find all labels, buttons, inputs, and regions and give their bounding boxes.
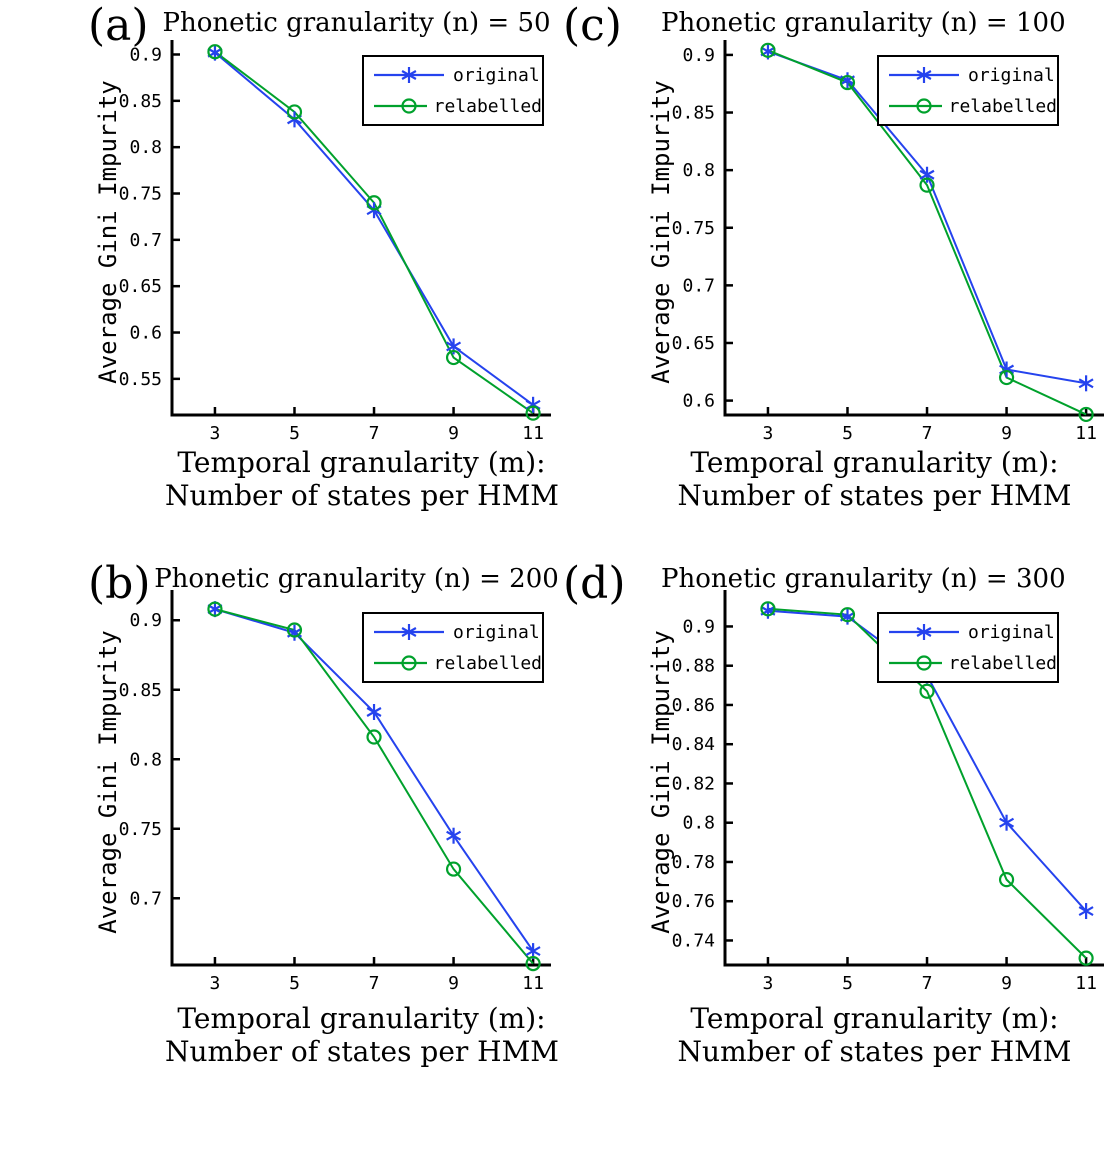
- svg-text:0.9: 0.9: [682, 44, 715, 66]
- x-axis-label-line1: Temporal granularity (m):: [690, 446, 1059, 479]
- relabelled-line-swatch-icon: [887, 95, 942, 117]
- y-axis-label: Average Gini Impurity: [647, 80, 675, 384]
- svg-text:11: 11: [522, 423, 544, 444]
- y-axis-label: Average Gini Impurity: [94, 80, 122, 384]
- svg-text:3: 3: [209, 973, 221, 994]
- relabelled-line-swatch-icon: [887, 652, 942, 674]
- svg-text:0.74: 0.74: [671, 930, 715, 952]
- svg-text:7: 7: [368, 423, 380, 444]
- svg-text:0.75: 0.75: [671, 217, 715, 239]
- legend-label-original: original: [968, 64, 1055, 86]
- svg-text:9: 9: [448, 423, 459, 444]
- svg-text:0.76: 0.76: [671, 891, 715, 913]
- legend-item-original: [372, 619, 542, 645]
- svg-text:0.85: 0.85: [118, 90, 162, 112]
- legend-box: [877, 612, 1059, 683]
- legend-item-original: [372, 62, 542, 88]
- panel-letter-d: (d): [563, 558, 626, 609]
- svg-text:0.7: 0.7: [682, 275, 715, 297]
- panel-c: [553, 0, 1106, 540]
- svg-text:0.7: 0.7: [129, 888, 162, 910]
- svg-text:7: 7: [368, 973, 380, 994]
- x-axis-label: [673, 1002, 1076, 1068]
- panel-d: [553, 550, 1106, 1090]
- svg-text:0.55: 0.55: [118, 368, 162, 390]
- legend-item-relabelled: [372, 93, 542, 119]
- svg-text:9: 9: [1001, 423, 1012, 444]
- svg-text:7: 7: [921, 423, 933, 444]
- legend-item-relabelled: [372, 650, 542, 676]
- x-axis-label-line1: Temporal granularity (m):: [690, 1002, 1059, 1035]
- legend-label-relabelled: relabelled: [433, 652, 542, 674]
- x-axis-label-line2: Number of states per HMM: [677, 479, 1072, 512]
- svg-text:0.9: 0.9: [682, 616, 715, 638]
- svg-text:0.8: 0.8: [682, 812, 715, 834]
- legend-item-relabelled: [887, 650, 1057, 676]
- x-axis-label-line1: Temporal granularity (m):: [177, 446, 546, 479]
- panel-b: [0, 550, 559, 1090]
- x-axis-label: [673, 446, 1076, 512]
- legend-label-relabelled: relabelled: [433, 95, 542, 117]
- legend-label-original: original: [453, 621, 540, 643]
- panel-a: [0, 0, 559, 540]
- chart-title: Phonetic granularity (n) = 50: [162, 8, 551, 38]
- x-axis-label: [165, 1002, 558, 1068]
- svg-text:0.9: 0.9: [129, 610, 162, 632]
- x-axis-label-line2: Number of states per HMM: [677, 1035, 1072, 1068]
- legend-box: [877, 55, 1059, 126]
- svg-text:0.78: 0.78: [671, 851, 715, 873]
- legend-item-original: [887, 619, 1057, 645]
- svg-text:5: 5: [842, 973, 853, 994]
- svg-text:3: 3: [762, 973, 774, 994]
- legend-label-relabelled: relabelled: [948, 652, 1057, 674]
- svg-text:0.65: 0.65: [671, 332, 715, 354]
- svg-text:0.82: 0.82: [671, 773, 715, 795]
- svg-text:0.9: 0.9: [129, 44, 162, 66]
- svg-text:0.65: 0.65: [118, 276, 162, 298]
- svg-text:0.8: 0.8: [682, 160, 715, 182]
- relabelled-line-swatch-icon: [372, 652, 427, 674]
- svg-text:11: 11: [1075, 973, 1097, 994]
- svg-text:0.6: 0.6: [682, 390, 715, 412]
- original-line-swatch-icon: [887, 64, 961, 86]
- svg-text:0.8: 0.8: [129, 137, 162, 159]
- svg-text:0.8: 0.8: [129, 749, 162, 771]
- chart-title: Phonetic granularity (n) = 100: [661, 8, 1066, 38]
- legend-label-relabelled: relabelled: [948, 95, 1057, 117]
- svg-text:5: 5: [289, 973, 300, 994]
- x-axis-label-line2: Number of states per HMM: [165, 479, 559, 512]
- svg-text:5: 5: [842, 423, 853, 444]
- legend-item-original: [887, 62, 1057, 88]
- svg-text:7: 7: [921, 973, 933, 994]
- svg-text:0.75: 0.75: [118, 818, 162, 840]
- svg-text:11: 11: [522, 973, 544, 994]
- svg-text:0.6: 0.6: [129, 322, 162, 344]
- svg-text:3: 3: [209, 423, 221, 444]
- svg-text:9: 9: [448, 973, 459, 994]
- svg-text:0.86: 0.86: [671, 694, 715, 716]
- original-line-swatch-icon: [372, 64, 446, 86]
- legend-box: [362, 55, 544, 126]
- x-axis-label-line1: Temporal granularity (m):: [177, 1002, 546, 1035]
- legend-box: [362, 612, 544, 683]
- legend-label-original: original: [968, 621, 1055, 643]
- legend-item-relabelled: [887, 93, 1057, 119]
- legend-label-original: original: [453, 64, 540, 86]
- svg-text:0.85: 0.85: [671, 102, 715, 124]
- chart-title: Phonetic granularity (n) = 300: [661, 564, 1066, 594]
- svg-text:0.75: 0.75: [118, 183, 162, 205]
- svg-text:3: 3: [762, 423, 774, 444]
- svg-text:0.85: 0.85: [118, 679, 162, 701]
- panel-letter-b: (b): [88, 558, 151, 609]
- svg-text:5: 5: [289, 423, 300, 444]
- chart-title: Phonetic granularity (n) = 200: [154, 564, 559, 594]
- panel-letter-c: (c): [563, 0, 622, 51]
- svg-text:0.84: 0.84: [671, 734, 715, 756]
- relabelled-line-swatch-icon: [372, 95, 427, 117]
- x-axis-label: [165, 446, 558, 512]
- svg-text:9: 9: [1001, 973, 1012, 994]
- x-axis-label-line2: Number of states per HMM: [165, 1035, 559, 1068]
- y-axis-label: Average Gini Impurity: [94, 630, 122, 934]
- svg-text:0.88: 0.88: [671, 655, 715, 677]
- original-line-swatch-icon: [372, 621, 446, 643]
- panel-letter-a: (a): [88, 0, 149, 51]
- y-axis-label: Average Gini Impurity: [647, 630, 675, 934]
- svg-text:11: 11: [1075, 423, 1097, 444]
- svg-text:0.7: 0.7: [129, 229, 162, 251]
- original-line-swatch-icon: [887, 621, 961, 643]
